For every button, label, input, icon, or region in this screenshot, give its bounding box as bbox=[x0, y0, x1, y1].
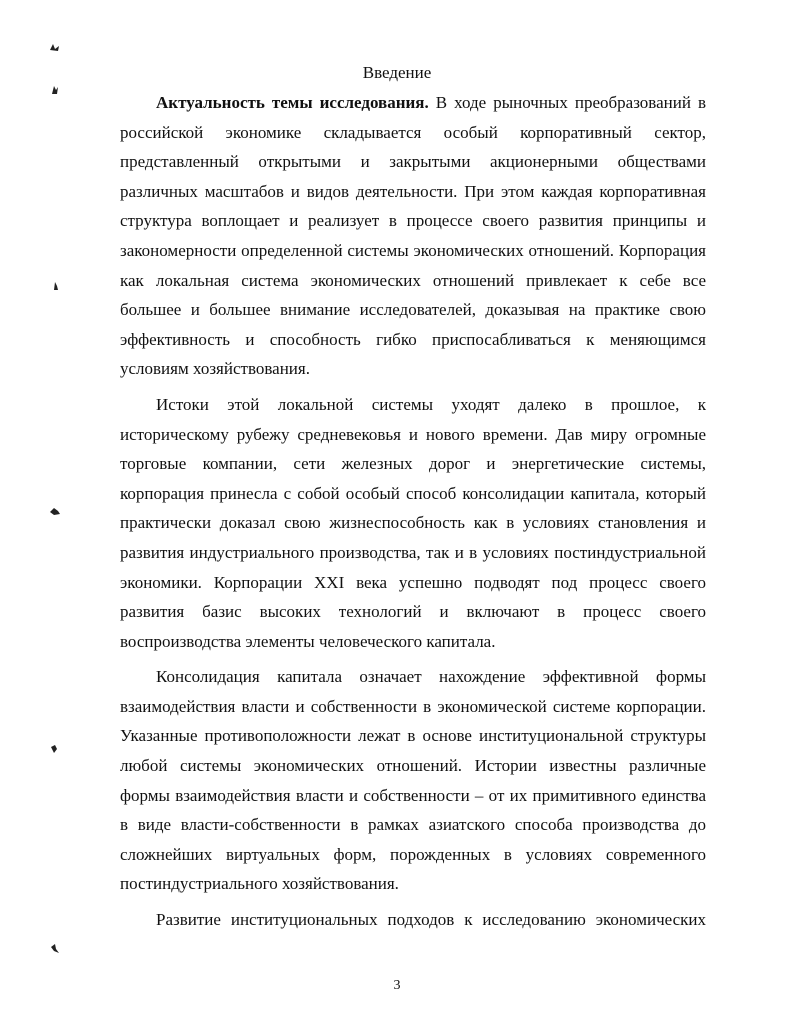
scan-mark-icon bbox=[46, 82, 64, 98]
page-title: Введение bbox=[362, 63, 432, 82]
body-text bbox=[120, 88, 706, 935]
page-number: 3 bbox=[393, 978, 401, 993]
scan-mark-icon bbox=[46, 277, 64, 293]
scan-mark-icon bbox=[46, 40, 64, 56]
paragraph bbox=[120, 88, 706, 384]
scan-mark-icon bbox=[46, 741, 64, 757]
scan-mark-icon bbox=[46, 503, 64, 519]
scan-mark-icon bbox=[46, 940, 64, 956]
paragraph-lead: Актуальность темы исследования. bbox=[156, 93, 429, 112]
paragraph: Развитие институциональных подходов к исследованию экономических bbox=[156, 910, 706, 930]
paragraph: Истоки этой локальной системы уходят далеко в прошлое, к историческому рубежу средневековья и нового времени. Дав миру огромные торговые компании, сети железных дорог и энергетические системы, корпорация принесла с собой особый способ консолидации капитала, который практически доказал свою жизнеспособность как в условиях становления и развития индустриального производства, так и в условиях постиндустриальной экономики. Корпорации XXI века успешно подводят под процесс своего развития базис высоких технологий и включают в процесс своего воспроизводства элементы человеческого капитала. bbox=[120, 394, 706, 651]
paragraph: Консолидация капитала означает нахождение эффективной формы взаимодействия власти и собственности в экономической системе корпорации. Указанные противоположности лежат в основе институциональной структуры любой системы экономических отношений. Истории известны различные формы взаимодействия власти и собственности – от их примитивного единства в виде власти-собственности в рамках азиатского способа производства до сложнейших виртуальных форм, порожденных в условиях современного постиндустриального хозяйствования. bbox=[120, 667, 706, 894]
paragraph-text: В ходе рыночных преобразований в российской экономике складывается особый корпоративный сектор, представленный открытыми и закрытыми акционерными обществами различных масштабов и видов деятельности. При этом каждая корпоративная структура воплощает и реализует в процессе своего развития принципы и закономерности определенной системы экономических отношений. Корпорация как локальная система экономических отношений привлекает к себе все большее и большее внимание исследователей, доказывая на практике свою эффективность и способность гибко приспосабливаться к меняющимся условиям хозяйствования. bbox=[120, 93, 706, 379]
